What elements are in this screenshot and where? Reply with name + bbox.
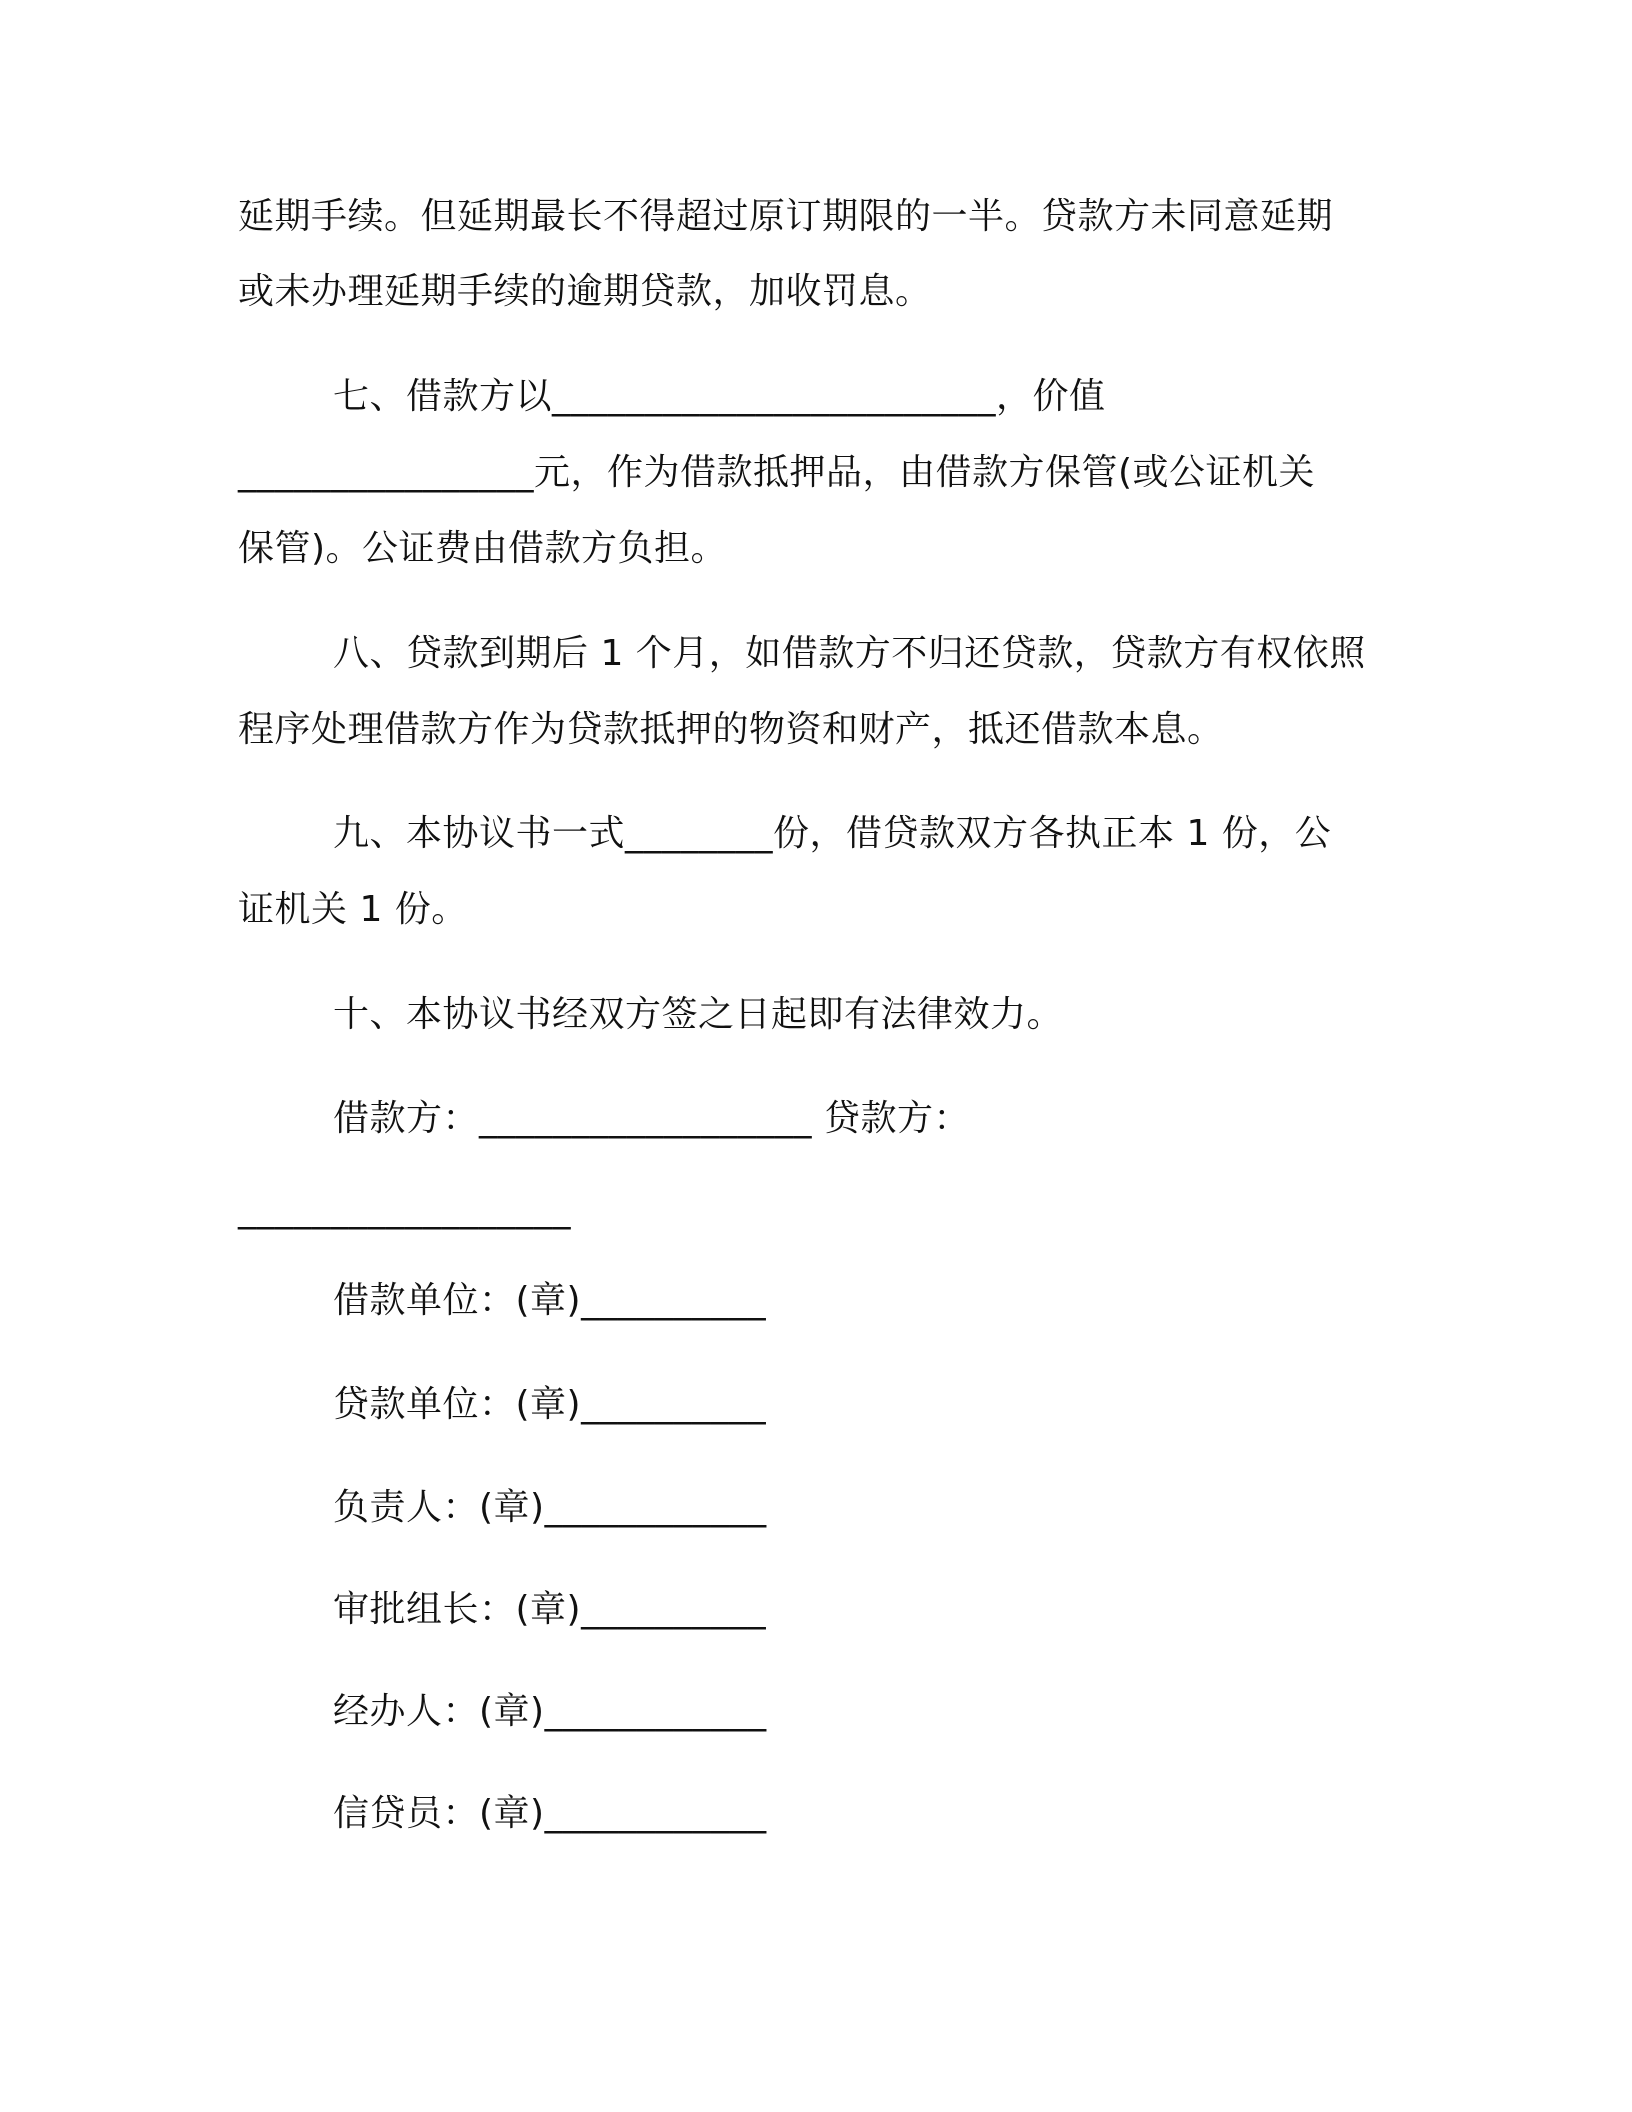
paragraph-6-line-1: 延期手续。但延期最长不得超过原订期限的一半。贷款方未同意延期 — [238, 196, 1334, 237]
clause-7-line-2: ________________元，作为借款抵押品，由借款方保管(或公证机关 — [238, 452, 1316, 493]
signature-lender-unit: 贷款单位：(章)__________ — [333, 1384, 767, 1425]
clause-9-line-1: 九、本协议书一式________份，借贷款双方各执正本 1 份，公 — [333, 813, 1332, 854]
borrower-lender-line: 借款方：__________________ 贷款方： — [333, 1098, 970, 1139]
paragraph-6-line-2: 或未办理延期手续的逾期贷款，加收罚息。 — [238, 271, 932, 312]
clause-9-line-2: 证机关 1 份。 — [238, 889, 468, 930]
clause-7-line-1: 七、借款方以________________________，价值 — [333, 376, 1106, 417]
signature-approval-leader: 审批组长：(章)__________ — [333, 1589, 767, 1630]
clause-10-line: 十、本协议书经双方签之日起即有法律效力。 — [333, 994, 1064, 1035]
signature-person-in-charge: 负责人：(章)____________ — [333, 1487, 767, 1528]
clause-8-line-2: 程序处理借款方作为贷款抵押的物资和财产，抵还借款本息。 — [238, 709, 1224, 750]
clause-8-line-1: 八、贷款到期后 1 个月，如借款方不归还贷款，贷款方有权依照 — [333, 633, 1366, 674]
clause-7-line-3: 保管)。公证费由借款方负担。 — [238, 528, 728, 569]
signature-credit-officer: 信贷员：(章)____________ — [333, 1793, 767, 1834]
signature-handler: 经办人：(章)____________ — [333, 1691, 767, 1732]
signature-borrower-unit: 借款单位：(章)__________ — [333, 1280, 767, 1321]
lender-signature-blank: __________________ — [238, 1189, 571, 1230]
